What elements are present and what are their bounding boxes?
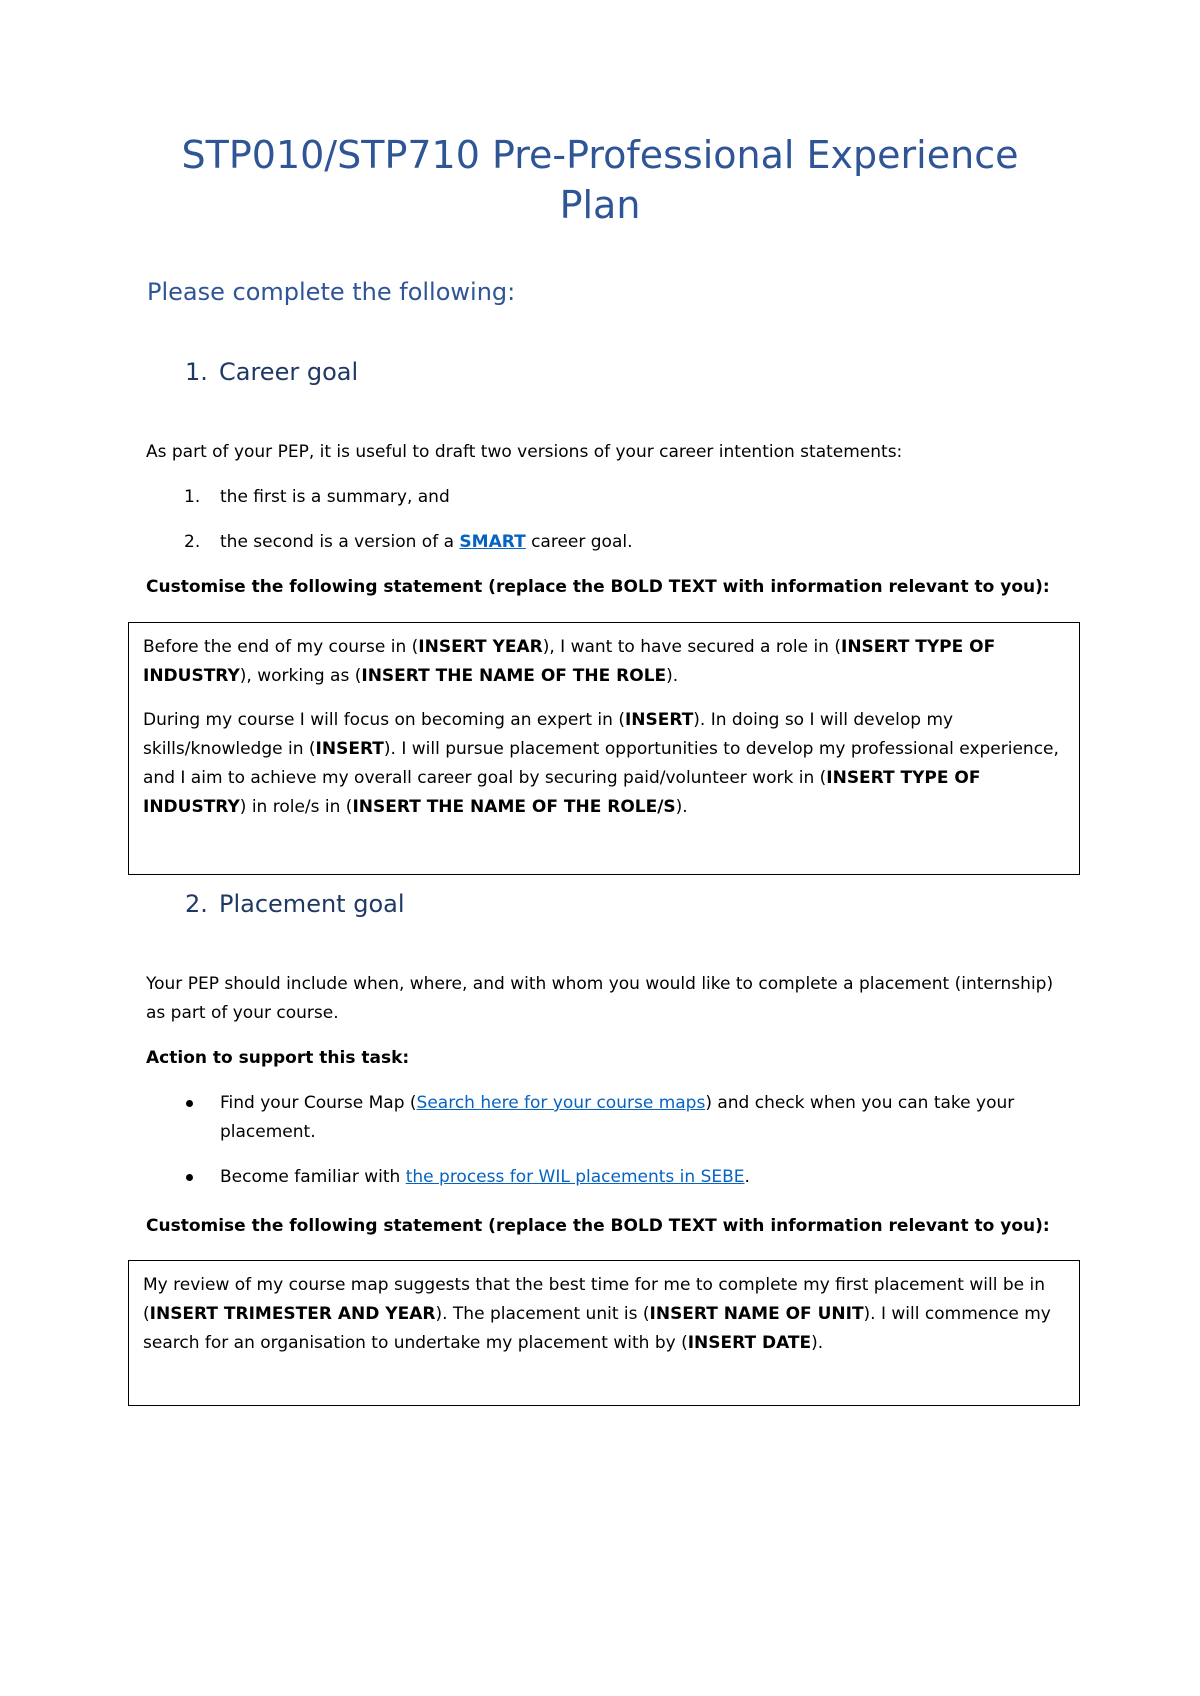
- section-2-title: Placement goal: [219, 890, 405, 918]
- placeholder-text: INSERT: [624, 710, 694, 730]
- list-item-text: [220, 528, 1084, 557]
- statement-text: ), I want to have secured a role in (: [542, 637, 841, 657]
- course-maps-link[interactable]: Search here for your course maps: [416, 1093, 706, 1113]
- section-1-heading: [185, 358, 358, 386]
- section-2-heading: [185, 890, 405, 918]
- statement-text: ).: [811, 1333, 824, 1353]
- statement-text: My review of my course map suggests that the best time for me to complete my first placement will be in (: [143, 1275, 1046, 1324]
- section-2-intro: Your PEP should include when, where, and with whom you would like to complete a placement (internship) as part of your course.: [146, 974, 1054, 1023]
- placeholder-text: INSERT: [315, 739, 384, 759]
- statement-text: During my course I will focus on becoming an expert in (: [143, 710, 625, 730]
- statement-text: ), working as (: [239, 666, 362, 686]
- career-statement-paragraph-2: [143, 706, 1065, 822]
- bullet-icon: [186, 1174, 193, 1181]
- bullet-text-part: Find your Course Map (: [220, 1093, 417, 1113]
- section-1-title: Career goal: [219, 358, 359, 386]
- list-marker: 1.: [184, 487, 201, 507]
- list-item: [184, 483, 1084, 512]
- bullet-item-text: [220, 1163, 1084, 1192]
- list-item-text-part: career goal.: [525, 532, 633, 552]
- list-marker: 2.: [184, 532, 201, 552]
- list-item-text-part: the second is a version of a: [220, 532, 460, 552]
- list-item: [184, 528, 1084, 557]
- bullet-icon: [186, 1100, 193, 1107]
- placeholder-text: INSERT DATE: [687, 1333, 812, 1353]
- placeholder-text: INSERT THE NAME OF THE ROLE/S: [352, 797, 676, 817]
- section-1-number: 1.: [185, 358, 208, 386]
- statement-text: ).: [666, 666, 679, 686]
- placeholder-text: INSERT THE NAME OF THE ROLE: [361, 666, 667, 686]
- smart-link[interactable]: SMART: [459, 532, 526, 552]
- career-statement-paragraph-1: [143, 633, 1065, 691]
- action-heading: Action to support this task:: [146, 1048, 410, 1068]
- placement-statement-paragraph: [143, 1271, 1065, 1358]
- placeholder-text: INSERT TYPE OF INDUSTRY: [143, 768, 981, 817]
- placeholder-text: INSERT YEAR: [418, 637, 543, 657]
- bullet-item-text: [220, 1089, 1084, 1147]
- bullet-text-part: Become familiar with: [220, 1167, 406, 1187]
- placement-statement-box[interactable]: [128, 1260, 1080, 1406]
- section-2-number: 2.: [185, 890, 208, 918]
- bullet-text-part: ) and check when you can take your placement.: [220, 1093, 1015, 1142]
- wil-placements-link[interactable]: the process for WIL placements in SEBE: [405, 1167, 745, 1187]
- placeholder-text: INSERT TYPE OF INDUSTRY: [143, 637, 996, 686]
- statement-text: ). I will pursue placement opportunities to develop my professional experience, and I aim to achieve my overall career goal by securing paid/volunteer work in (: [143, 739, 1059, 788]
- instructions-heading: Please complete the following:: [147, 278, 516, 306]
- career-statement-box[interactable]: [128, 622, 1080, 875]
- placeholder-text: INSERT NAME OF UNIT: [649, 1304, 864, 1324]
- section-1-instruction: Customise the following statement (replace the BOLD TEXT with information relevant to you):: [146, 577, 1050, 597]
- section-1-intro: As part of your PEP, it is useful to draft two versions of your career intention statements:: [146, 442, 903, 462]
- statement-text: ). The placement unit is (: [435, 1304, 650, 1324]
- statement-text: ). In doing so I will develop my skills/knowledge in (: [143, 710, 954, 759]
- section-2-instruction: Customise the following statement (replace the BOLD TEXT with information relevant to you):: [146, 1216, 1050, 1236]
- statement-text: ) in role/s in (: [239, 797, 353, 817]
- page-title: STP010/STP710 Pre-Professional Experience Plan: [181, 133, 1019, 227]
- statement-text: ). I will commence my search for an organisation to undertake my placement with by (: [143, 1304, 1051, 1353]
- bullet-item: [184, 1163, 1084, 1192]
- placeholder-text: INSERT TRIMESTER AND YEAR: [149, 1304, 436, 1324]
- statement-text: ).: [675, 797, 688, 817]
- list-item-text: the first is a summary, and: [220, 487, 450, 507]
- statement-text: Before the end of my course in (: [143, 637, 419, 657]
- bullet-text-part: .: [744, 1167, 750, 1187]
- bullet-item: [184, 1089, 1084, 1147]
